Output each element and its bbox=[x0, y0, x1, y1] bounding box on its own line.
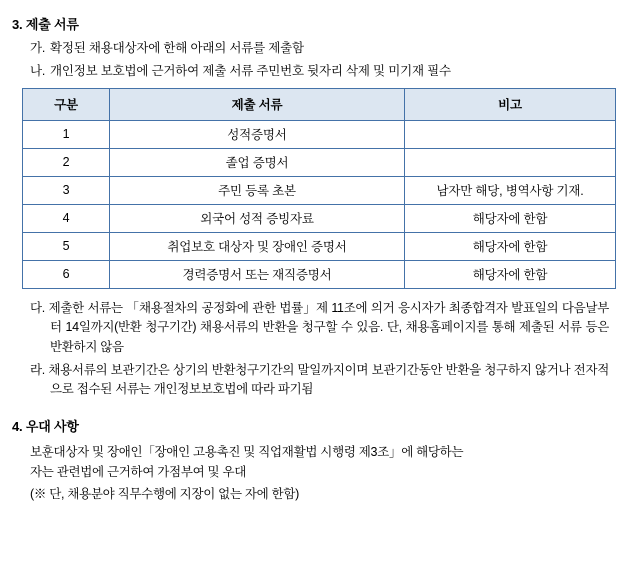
cell-no: 1 bbox=[23, 120, 110, 148]
section-4-title: 4. 우대 사항 bbox=[12, 418, 79, 434]
note-text bbox=[30, 299, 609, 357]
cell-document: 경력증명서 또는 재직증명서 bbox=[110, 260, 405, 288]
item-marker: 가. bbox=[30, 41, 46, 55]
section-4-note: (※ 단, 채용분야 직무수행에 지장이 없는 자에 한함) bbox=[30, 486, 300, 501]
column-header-gubun: 구분 bbox=[23, 88, 110, 120]
section-4-body bbox=[12, 442, 609, 482]
section-4-line-1: 보훈대상자 및 장애인「장애인 고용촉진 및 직업재활법 시행령 제3조」에 해당하는 bbox=[30, 444, 464, 459]
section-3-note-da bbox=[12, 299, 609, 357]
cell-no: 5 bbox=[23, 232, 110, 260]
column-header-documents: 제출 서류 bbox=[110, 88, 405, 120]
item-marker: 나. bbox=[30, 63, 46, 78]
cell-document: 외국어 성적 증빙자료 bbox=[110, 204, 405, 232]
table-row bbox=[23, 232, 616, 260]
item-text: 확정된 채용대상자에 한해 아래의 서류를 제출함 bbox=[50, 41, 304, 55]
note-marker: 다. bbox=[30, 300, 45, 315]
section-3-note-ra bbox=[12, 361, 609, 400]
table-row bbox=[23, 204, 616, 232]
cell-document: 취업보호 대상자 및 장애인 증명서 bbox=[110, 232, 405, 260]
note-body: 채용서류의 보관기간은 상기의 반환청구기간의 말일까지이며 보관기간동안 반환을 청구하지 않거나 전자적으로 접수된 서류는 개인정보보호법에 따라 파기됨 bbox=[48, 362, 609, 397]
note-text bbox=[30, 361, 609, 400]
section-3-item-ga bbox=[12, 40, 609, 57]
section-3-title: 3. 제출 서류 bbox=[12, 17, 79, 32]
section-4-line-2: 자는 관련법에 근거하여 가점부여 및 우대 bbox=[30, 464, 247, 479]
table-row bbox=[23, 176, 616, 204]
cell-document: 졸업 증명서 bbox=[110, 148, 405, 176]
cell-document: 주민 등록 초본 bbox=[110, 176, 405, 204]
cell-no: 3 bbox=[23, 176, 110, 204]
table-header-row bbox=[23, 88, 616, 120]
cell-no: 6 bbox=[23, 260, 110, 288]
section-3-item-na bbox=[12, 63, 609, 80]
cell-remark: 해당자에 한함 bbox=[405, 232, 616, 260]
note-body: 제출한 서류는 「채용절차의 공정화에 관한 법률」제 11조에 의거 응시자가 최종합격자 발표일의 다음날부터 14일까지(반환 청구기간) 채용서류의 반환을 청구할 수 있음. 단, 채용홈페이지를 통해 제출된 서류 등은 반환하지 않음 bbox=[48, 300, 609, 354]
cell-document: 성적증명서 bbox=[110, 120, 405, 148]
item-text: 개인정보 보호법에 근거하여 제출 서류 주민번호 뒷자리 삭제 및 미기재 필수 bbox=[50, 63, 451, 78]
cell-remark: 해당자에 한함 bbox=[405, 260, 616, 288]
column-header-remarks: 비고 bbox=[405, 88, 616, 120]
cell-remark bbox=[405, 148, 616, 176]
note-marker: 라. bbox=[30, 362, 45, 377]
cell-no: 4 bbox=[23, 204, 110, 232]
cell-remark: 남자만 해당, 병역사항 기재. bbox=[405, 176, 616, 204]
table-row bbox=[23, 148, 616, 176]
cell-remark bbox=[405, 120, 616, 148]
table-row bbox=[23, 260, 616, 288]
documents-table bbox=[22, 88, 616, 289]
cell-remark: 해당자에 한함 bbox=[405, 204, 616, 232]
table-row bbox=[23, 120, 616, 148]
cell-no: 2 bbox=[23, 148, 110, 176]
